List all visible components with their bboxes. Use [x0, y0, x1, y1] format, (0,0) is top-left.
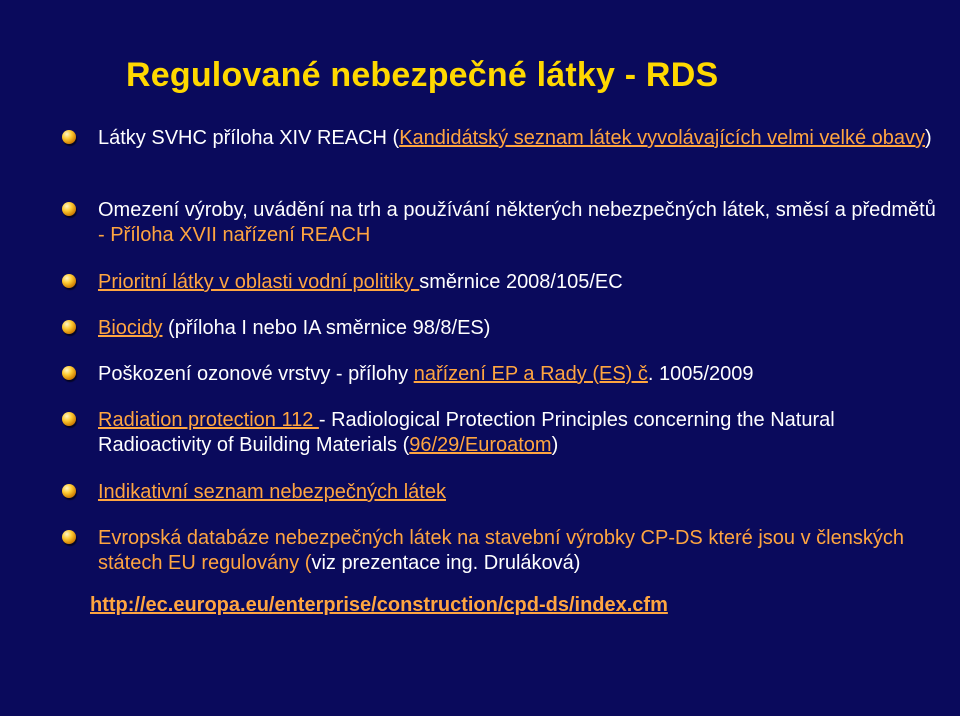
- item-text: ): [551, 434, 559, 456]
- bullet-item-svhc: [98, 126, 938, 151]
- item-text: směrnice 2008/105/EC: [419, 271, 623, 293]
- priority-substances-link[interactable]: Prioritní látky v oblasti vodní politiky: [98, 271, 420, 293]
- item-text: Omezení výroby, uvádění na trh a používání některých nebezpečných látek, směsí a předmětů: [98, 199, 936, 221]
- bullet-icon: [62, 130, 76, 144]
- bullet-icon: [62, 530, 76, 544]
- bullet-icon: [62, 274, 76, 288]
- item-text: - Radiological Protection Principles concerning the Natural Radioactivity of Building Materials (: [98, 409, 835, 456]
- bullet-item-radiation: [98, 408, 938, 458]
- radiation-protection-link[interactable]: Radiation protection 112: [98, 409, 319, 431]
- indicative-list-link[interactable]: Indikativní seznam nebezpečných látek: [98, 481, 446, 503]
- item-text: Látky SVHC příloha XIV REACH (: [98, 127, 400, 149]
- bullet-icon: [62, 484, 76, 498]
- item-text: (příloha I nebo IA směrnice 98/8/ES): [162, 317, 491, 339]
- euroatom-link[interactable]: 96/29/Euroatom: [409, 434, 552, 456]
- item-text-presentation: viz prezentace ing. Druláková): [311, 552, 581, 574]
- slide-title: Regulované nebezpečné látky - RDS: [126, 56, 719, 94]
- bullet-icon: [62, 366, 76, 380]
- item-text: Evropská databáze nebezpečných látek na stavební výrobky CP-DS které jsou v členských státech EU regulovány (: [98, 527, 904, 574]
- bullet-icon: [62, 202, 76, 216]
- bullet-icon: [62, 320, 76, 334]
- item-text-annex: - Příloha XVII nařízení REACH: [98, 224, 371, 246]
- bullet-item-priority-substances: [98, 270, 938, 295]
- item-text: . 1005/2009: [647, 363, 754, 385]
- bullet-item-restrictions: [98, 198, 938, 248]
- biocides-link[interactable]: Biocidy: [98, 317, 163, 339]
- cpd-ds-url-link[interactable]: http://ec.europa.eu/enterprise/construction/cpd-ds/index.cfm: [90, 594, 668, 616]
- ozone-regulation-link[interactable]: nařízení EP a Rady (ES) č: [413, 363, 648, 385]
- bullet-item-ozone: [98, 362, 938, 387]
- bullet-item-database: [98, 526, 938, 576]
- bullet-icon: [62, 412, 76, 426]
- bullet-item-biocides: [98, 316, 938, 341]
- item-text: ): [925, 127, 932, 149]
- bullet-item-indicative-list: [98, 480, 938, 505]
- item-text: Poškození ozonové vrstvy - přílohy: [98, 363, 414, 385]
- candidate-list-link[interactable]: Kandidátský seznam látek vyvolávajících velmi velké obavy: [399, 127, 926, 149]
